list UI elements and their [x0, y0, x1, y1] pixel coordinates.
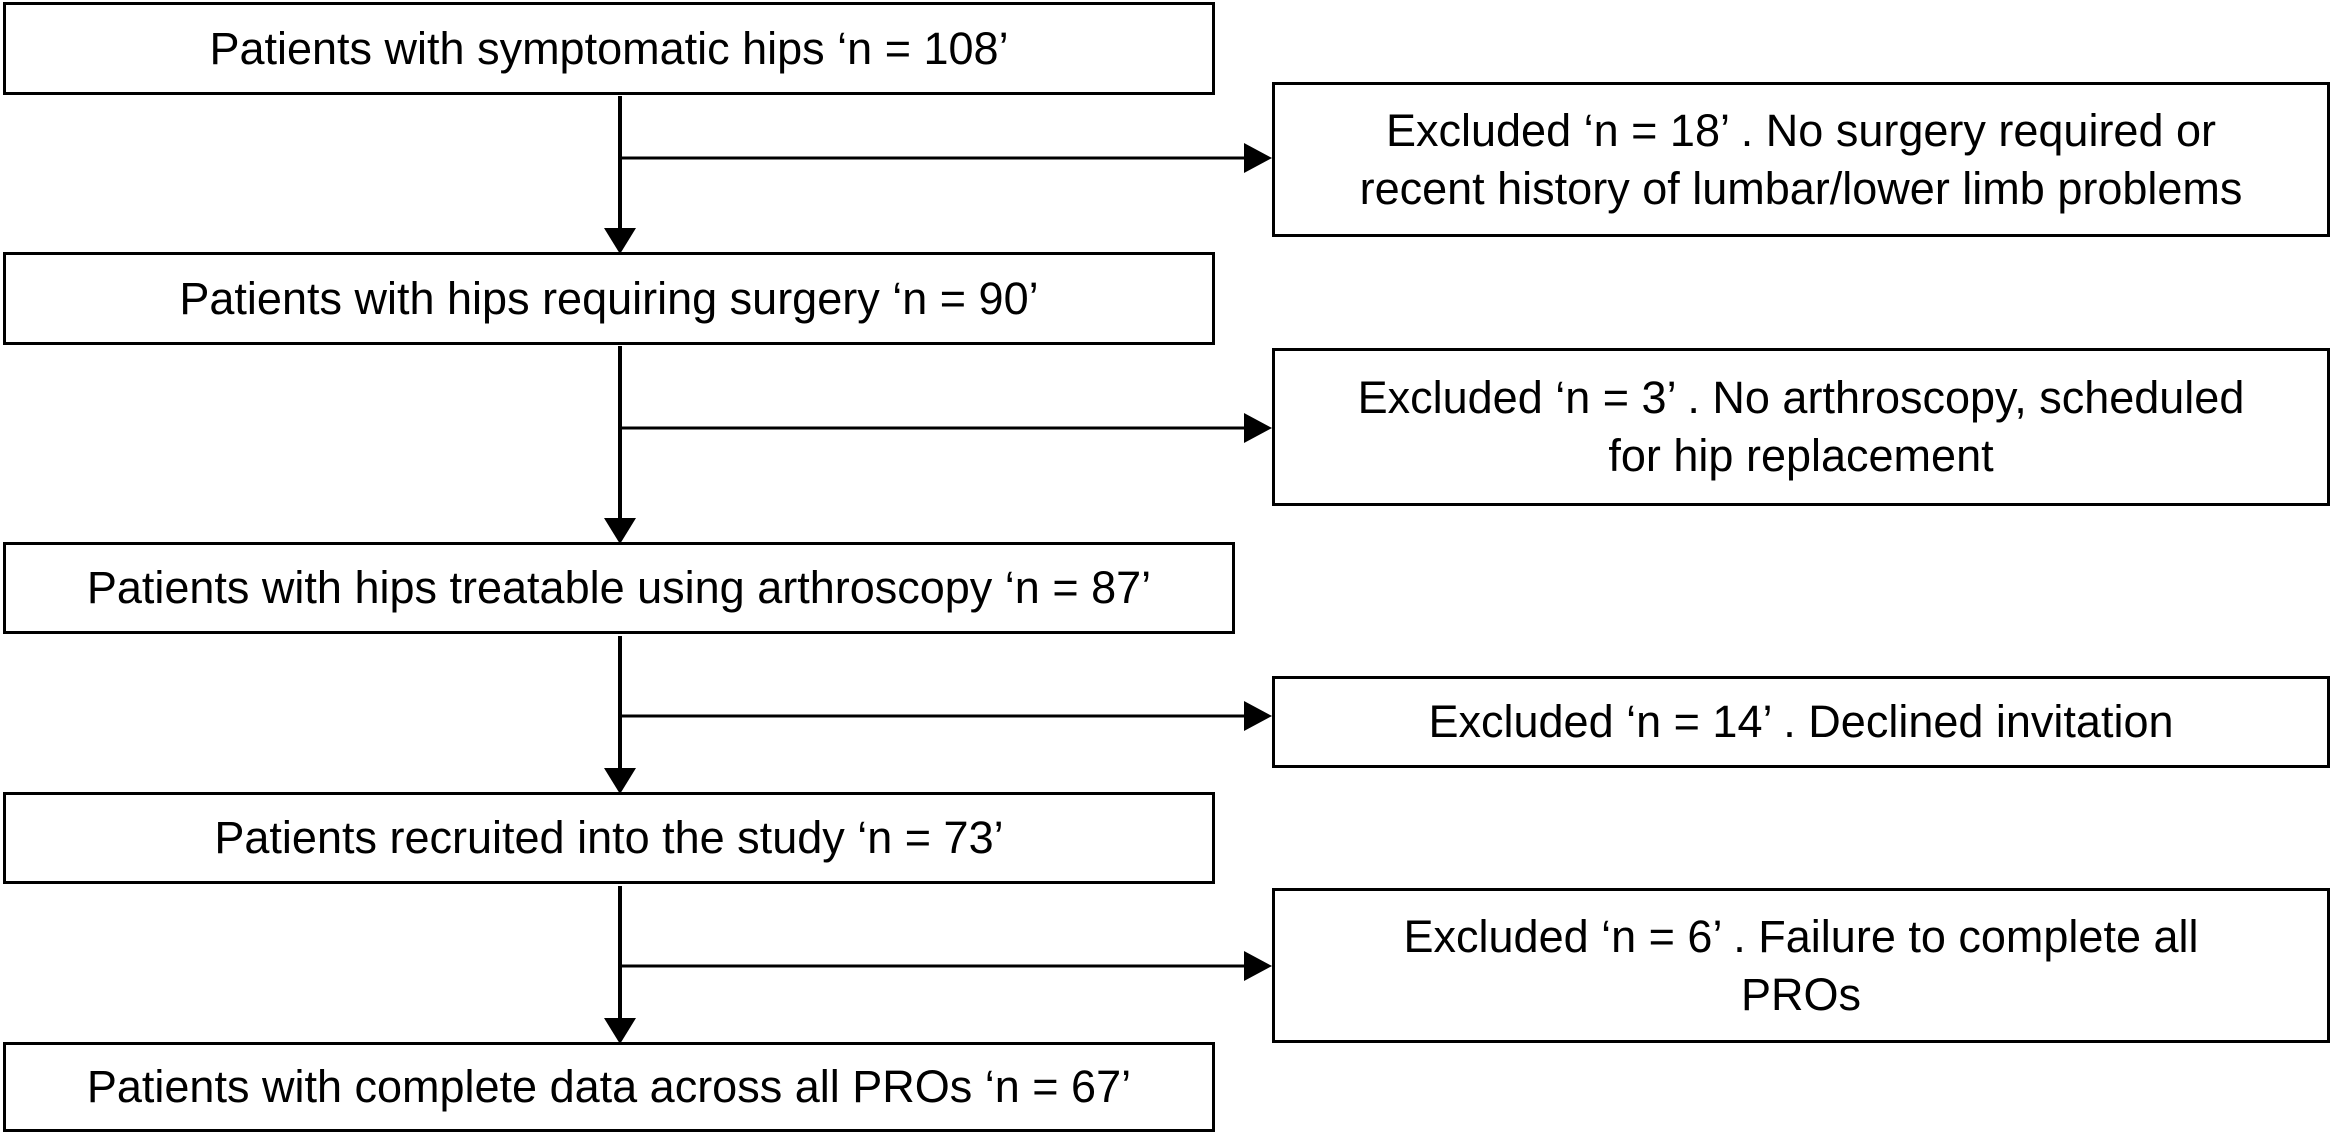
- box-excluded-14-line-1: Excluded ‘n = 14’ . Declined invitation: [1428, 696, 2174, 747]
- box-treatable-arthroscopy: [3, 542, 1235, 634]
- box-excluded-18: [1272, 82, 2330, 237]
- down-arrowhead-1: [604, 228, 636, 254]
- branch-arrowhead-3: [1244, 701, 1272, 731]
- branch-arrowhead-1: [1244, 143, 1272, 173]
- box-symptomatic-hips: [3, 2, 1215, 95]
- box-excluded-6-line-1: Excluded ‘n = 6’ . Failure to complete all: [1403, 910, 2199, 962]
- box-symptomatic-hips-text: Patients with symptomatic hips ‘n = 108’: [209, 22, 1009, 74]
- box-excluded-3-line-2: for hip replacement: [1608, 430, 1994, 481]
- box-requiring-surgery: [3, 252, 1215, 345]
- branch-arrowhead-4: [1244, 951, 1272, 981]
- box-excluded-18-line-2: recent history of lumbar/lower limb problems: [1359, 162, 2243, 214]
- branch-arrowhead-2: [1244, 413, 1272, 443]
- box-excluded-14: [1272, 676, 2330, 768]
- box-excluded-6: [1272, 888, 2330, 1043]
- box-complete-data: [3, 1042, 1215, 1132]
- box-recruited: [3, 792, 1215, 884]
- box-excluded-18-line-1: Excluded ‘n = 18’ . No surgery required or: [1385, 104, 2217, 156]
- box-complete-data-text: Patients with complete data across all PROs ‘n = 67’: [86, 1061, 1132, 1112]
- down-arrowhead-4: [604, 1018, 636, 1044]
- box-excluded-3: [1272, 348, 2330, 506]
- box-requiring-surgery-text: Patients with hips requiring surgery ‘n = 90’: [179, 272, 1039, 324]
- box-treatable-arthroscopy-text: Patients with hips treatable using arthroscopy ‘n = 87’: [86, 562, 1152, 613]
- box-recruited-text: Patients recruited into the study ‘n = 73’: [214, 812, 1004, 863]
- box-excluded-6-line-2: PROs: [1740, 968, 1861, 1020]
- down-arrowhead-3: [604, 768, 636, 794]
- down-arrowhead-2: [604, 518, 636, 544]
- box-excluded-3-line-1: Excluded ‘n = 3’ . No arthroscopy, scheduled: [1357, 372, 2245, 423]
